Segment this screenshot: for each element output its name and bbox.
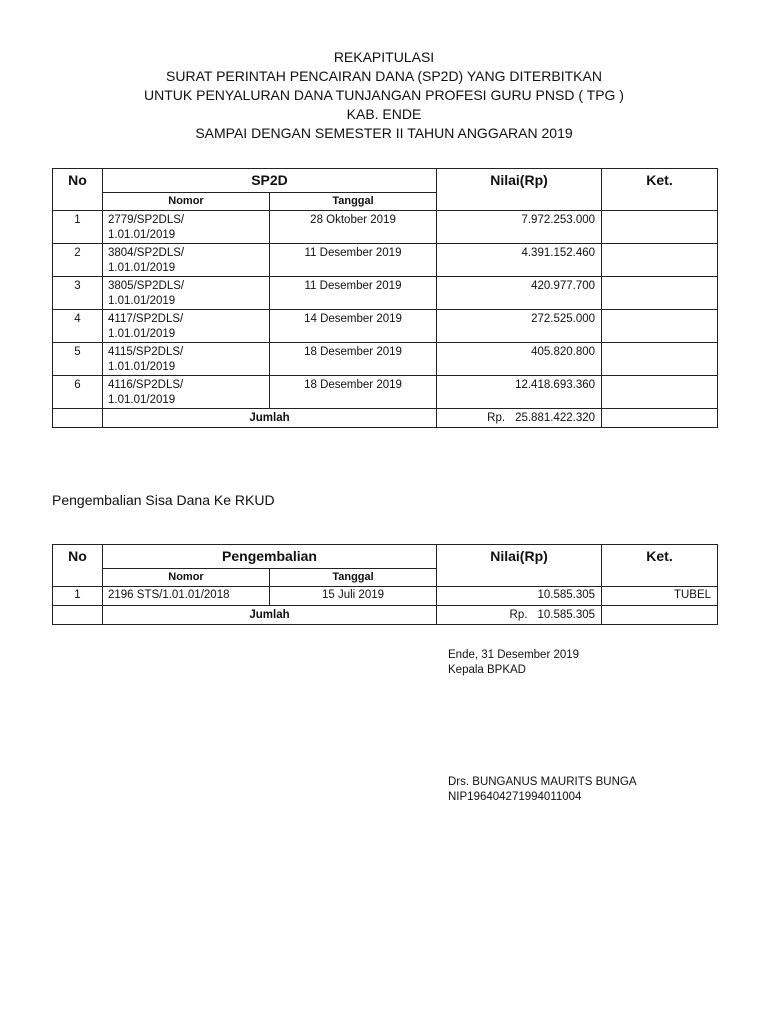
- row-ket: [602, 343, 718, 376]
- header-tanggal: Tanggal: [270, 193, 437, 211]
- signatory-name: Drs. BUNGANUS MAURITS BUNGA: [448, 776, 637, 788]
- header-pengembalian: Pengembalian: [103, 545, 437, 569]
- place-date: Ende, 31 Desember 2019: [448, 649, 580, 661]
- signature-header: [448, 648, 579, 678]
- table-row: [53, 244, 718, 277]
- pengembalian-header-row: [53, 545, 718, 569]
- signatory-nip: NIP196404271994011004: [448, 791, 582, 803]
- row-nomor: 2196 STS/1.01.01/2018: [103, 587, 270, 606]
- signature-footer: [448, 775, 637, 805]
- row-no: 1: [53, 211, 103, 244]
- header-sp2d: SP2D: [103, 169, 437, 193]
- header-ket: Ket.: [602, 169, 718, 211]
- total-label: Jumlah: [103, 409, 437, 428]
- document-title: [0, 48, 768, 143]
- row-nilai: 7.972.253.000: [437, 211, 602, 244]
- row-ket: [602, 376, 718, 409]
- table-row: [53, 277, 718, 310]
- row-nomor: 3805/SP2DLS/ 1.01.01/2019: [103, 277, 270, 310]
- row-nomor: 4115/SP2DLS/ 1.01.01/2019: [103, 343, 270, 376]
- row-no: 6: [53, 376, 103, 409]
- title-line-5: SAMPAI DENGAN SEMESTER II TAHUN ANGGARAN 2019: [195, 125, 573, 141]
- row-no: 4: [53, 310, 103, 343]
- title-line-3: UNTUK PENYALURAN DANA TUNJANGAN PROFESI GURU PNSD ( TPG ): [144, 87, 624, 103]
- header-nomor: Nomor: [103, 193, 270, 211]
- row-no: 5: [53, 343, 103, 376]
- row-no: 3: [53, 277, 103, 310]
- row-nilai: 405.820.800: [437, 343, 602, 376]
- row-nilai: 10.585.305: [437, 587, 602, 606]
- header-nilai: Nilai(Rp): [437, 545, 602, 587]
- title-line-4: KAB. ENDE: [346, 106, 422, 122]
- row-nomor: 4116/SP2DLS/ 1.01.01/2019: [103, 376, 270, 409]
- signatory-position: Kepala BPKAD: [448, 664, 526, 676]
- header-ket: Ket.: [602, 545, 718, 587]
- title-line-1: REKAPITULASI: [333, 49, 435, 65]
- total-value: Rp. 10.585.305: [437, 606, 602, 625]
- row-no: 2: [53, 244, 103, 277]
- header-tanggal: Tanggal: [270, 569, 437, 587]
- header-nomor: Nomor: [103, 569, 270, 587]
- sp2d-header-row: [53, 169, 718, 193]
- table-row: [53, 376, 718, 409]
- row-ket: TUBEL: [602, 587, 718, 606]
- row-nilai: 12.418.693.360: [437, 376, 602, 409]
- row-nilai: 420.977.700: [437, 277, 602, 310]
- row-ket: [602, 310, 718, 343]
- row-nilai: 272.525.000: [437, 310, 602, 343]
- row-tanggal: 11 Desember 2019: [270, 277, 437, 310]
- table-row: [53, 587, 718, 606]
- row-nilai: 4.391.152.460: [437, 244, 602, 277]
- total-row: [53, 409, 718, 428]
- row-tanggal: 15 Juli 2019: [270, 587, 437, 606]
- total-row: [53, 606, 718, 625]
- sp2d-table: [52, 168, 718, 428]
- row-ket: [602, 244, 718, 277]
- row-nomor: 3804/SP2DLS/ 1.01.01/2019: [103, 244, 270, 277]
- table-row: [53, 211, 718, 244]
- section-title-pengembalian: Pengembalian Sisa Dana Ke RKUD: [52, 492, 275, 508]
- row-ket: [602, 277, 718, 310]
- row-nomor: 2779/SP2DLS/ 1.01.01/2019: [103, 211, 270, 244]
- header-no: No: [53, 169, 103, 211]
- currency-label: Rp.: [509, 609, 528, 621]
- table-row: [53, 343, 718, 376]
- row-tanggal: 28 Oktober 2019: [270, 211, 437, 244]
- header-no: No: [53, 545, 103, 587]
- row-ket: [602, 211, 718, 244]
- row-nomor: 4117/SP2DLS/ 1.01.01/2019: [103, 310, 270, 343]
- title-line-2: SURAT PERINTAH PENCAIRAN DANA (SP2D) YANG DITERBITKAN: [166, 68, 602, 84]
- row-no: 1: [53, 587, 103, 606]
- pengembalian-table: [52, 544, 718, 625]
- row-tanggal: 18 Desember 2019: [270, 343, 437, 376]
- header-nilai: Nilai(Rp): [437, 169, 602, 211]
- row-tanggal: 14 Desember 2019: [270, 310, 437, 343]
- table-row: [53, 310, 718, 343]
- total-value: Rp. 25.881.422.320: [437, 409, 602, 428]
- row-tanggal: 11 Desember 2019: [270, 244, 437, 277]
- row-tanggal: 18 Desember 2019: [270, 376, 437, 409]
- total-label: Jumlah: [103, 606, 437, 625]
- currency-label: Rp.: [487, 412, 506, 424]
